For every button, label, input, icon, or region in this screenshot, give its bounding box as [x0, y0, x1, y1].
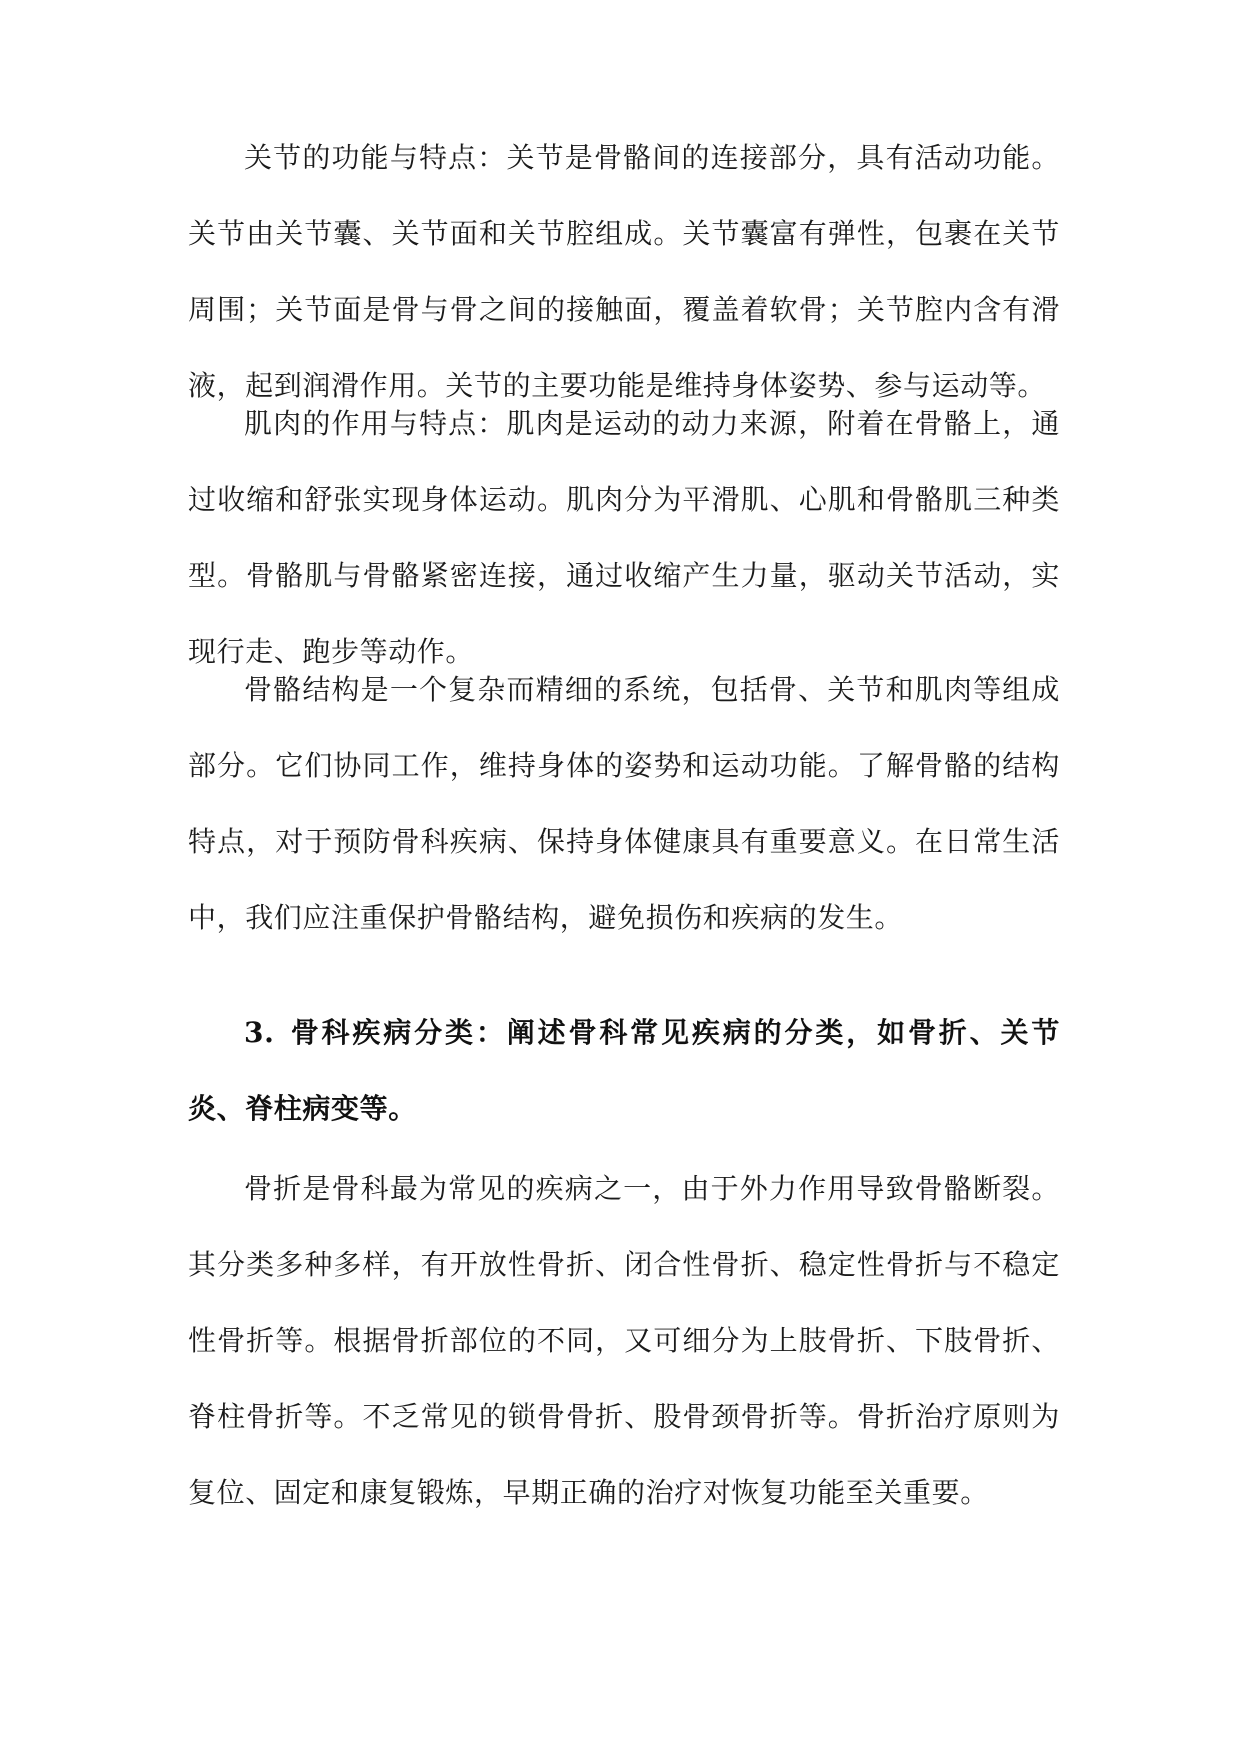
paragraph-muscles-block	[188, 386, 1060, 690]
paragraph-fracture: 骨折是骨科最为常见的疾病之一，由于外力作用导致骨骼断裂。其分类多种多样，有开放性骨折、闭合性骨折、稳定性骨折与不稳定性骨折等。根据骨折部位的不同，又可细分为上肢骨折、下肢骨折、脊柱骨折等。不乏常见的锁骨骨折、股骨颈骨折等。骨折治疗原则为复位、固定和康复锻炼，早期正确的治疗对恢复功能至关重要。	[188, 1172, 1060, 1509]
paragraph-muscles: 肌肉的作用与特点：肌肉是运动的动力来源，附着在骨骼上，通过收缩和舒张实现身体运动。肌肉分为平滑肌、心肌和骨骼肌三种类型。骨骼肌与骨骼紧密连接，通过收缩产生力量，驱动关节活动，实现行走、跑步等动作。	[188, 407, 1060, 668]
section-heading	[188, 995, 1060, 1147]
paragraph-joints: 关节的功能与特点：关节是骨骼间的连接部分，具有活动功能。关节由关节囊、关节面和关节腔组成。关节囊富有弹性，包裹在关节周围；关节面是骨与骨之间的接触面，覆盖着软骨；关节腔内含有滑液，起到润滑作用。关节的主要功能是维持身体姿势、参与运动等。	[188, 141, 1060, 402]
paragraph-fracture-block	[188, 1151, 1060, 1531]
section-number: 3.	[244, 1016, 275, 1049]
section-heading-text: 骨科疾病分类：阐述骨科常见疾病的分类，如骨折、关节炎、脊柱病变等。	[188, 1016, 1060, 1125]
paragraph-summary: 骨骼结构是一个复杂而精细的系统，包括骨、关节和肌肉等组成部分。它们协同工作，维持身体的姿势和运动功能。了解骨骼的结构特点，对于预防骨科疾病、保持身体健康具有重要意义。在日常生活中，我们应注重保护骨骼结构，避免损伤和疾病的发生。	[188, 673, 1060, 934]
section-heading-block	[188, 995, 1060, 1147]
paragraph-joints-block	[188, 120, 1060, 424]
paragraph-summary-block	[188, 652, 1060, 956]
